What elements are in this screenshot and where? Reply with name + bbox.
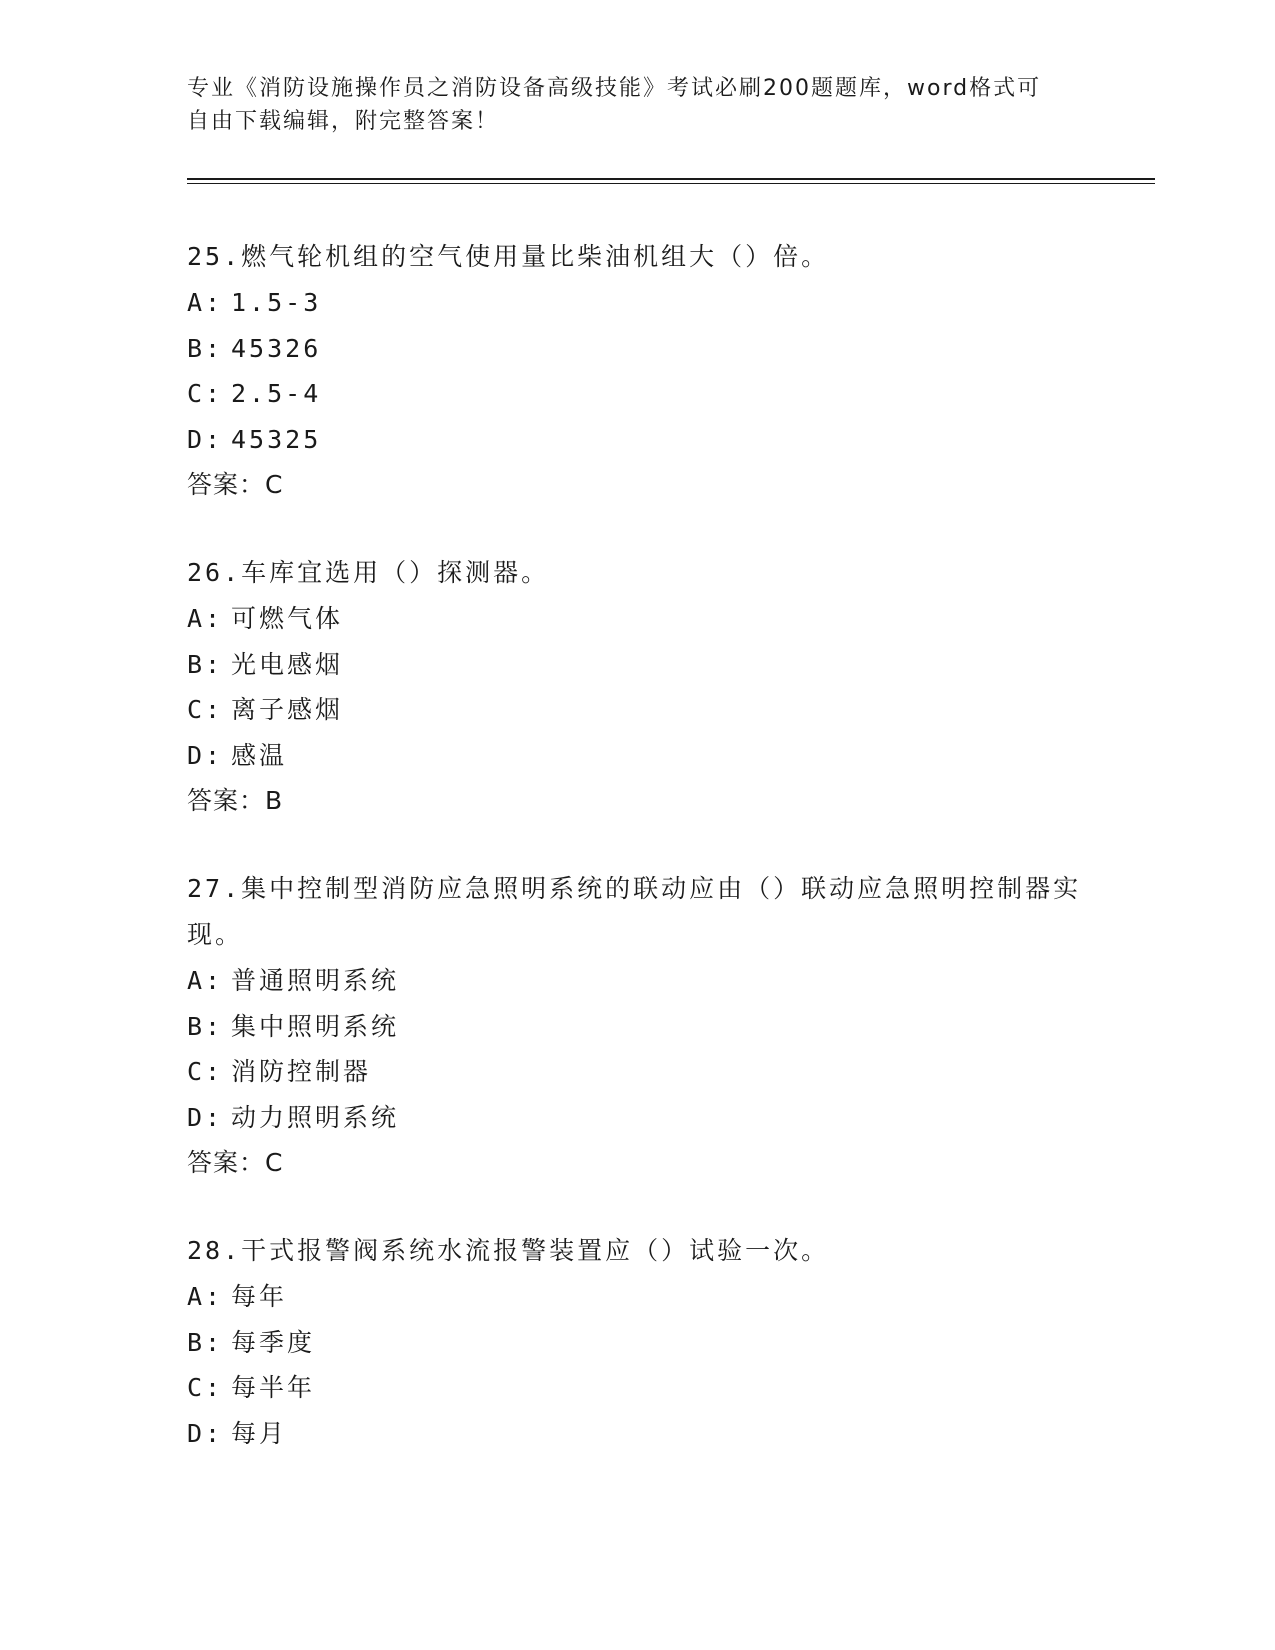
question-26 xyxy=(187,550,1087,823)
option-letter: D: xyxy=(187,1102,224,1132)
option-b xyxy=(187,326,1087,372)
option-letter: A: xyxy=(187,604,224,633)
question-stem: 27.集中控制型消防应急照明系统的联动应由（）联动应急照明控制器实现。 xyxy=(187,874,1082,949)
option-text: 可燃气体 xyxy=(231,604,344,633)
option-d xyxy=(187,417,1087,463)
option-text: 每季度 xyxy=(231,1327,316,1357)
option-text: 2.5-4 xyxy=(231,379,322,408)
option-b xyxy=(187,1004,1087,1050)
question-stem: 25.燃气轮机组的空气使用量比柴油机组大（）倍。 xyxy=(187,242,830,271)
option-letter: D: xyxy=(187,740,224,770)
option-text: 动力照明系统 xyxy=(231,1102,400,1132)
option-b xyxy=(187,1320,1087,1366)
option-letter: C: xyxy=(187,695,224,724)
option-text: 每月 xyxy=(231,1418,288,1448)
option-letter: C: xyxy=(187,1057,224,1086)
question-25 xyxy=(187,234,1087,507)
option-text: 消防控制器 xyxy=(231,1057,372,1086)
option-text: 每年 xyxy=(231,1282,288,1311)
option-letter: B: xyxy=(187,333,224,363)
header-divider-thick xyxy=(187,178,1155,180)
answer-line: 答案：B xyxy=(187,786,284,815)
question-27 xyxy=(187,866,1087,1185)
option-c xyxy=(187,1365,1087,1411)
option-a xyxy=(187,1274,1087,1320)
option-d xyxy=(187,1095,1087,1141)
option-text: 45325 xyxy=(231,424,322,454)
option-c xyxy=(187,1049,1087,1095)
option-text: 离子感烟 xyxy=(231,695,344,724)
option-c xyxy=(187,371,1087,417)
option-letter: B: xyxy=(187,1327,224,1357)
question-stem: 28.干式报警阀系统水流报警装置应（）试验一次。 xyxy=(187,1236,830,1265)
question-28 xyxy=(187,1228,1087,1456)
option-text: 感温 xyxy=(231,740,288,770)
option-a xyxy=(187,280,1087,326)
option-text: 光电感烟 xyxy=(231,649,344,679)
option-a xyxy=(187,958,1087,1004)
option-text: 集中照明系统 xyxy=(231,1011,400,1041)
option-letter: A: xyxy=(187,288,224,317)
document-header xyxy=(187,72,1087,138)
header-line-1: 专业《消防设施操作员之消防设备高级技能》考试必刷200题题库，word格式可 xyxy=(187,76,1042,101)
header-divider-thin xyxy=(187,183,1155,184)
option-letter: A: xyxy=(187,1282,224,1311)
option-text: 1.5-3 xyxy=(231,288,322,317)
answer-line: 答案：C xyxy=(187,1148,284,1177)
option-letter: D: xyxy=(187,1418,224,1448)
question-stem: 26.车库宜选用（）探测器。 xyxy=(187,558,550,587)
header-line-2: 自由下载编辑，附完整答案！ xyxy=(187,109,500,134)
option-letter: A: xyxy=(187,966,224,995)
option-text: 每半年 xyxy=(231,1373,316,1402)
option-text: 普通照明系统 xyxy=(231,966,400,995)
option-d xyxy=(187,733,1087,779)
option-letter: B: xyxy=(187,649,224,679)
option-b xyxy=(187,642,1087,688)
question-list xyxy=(187,234,1087,1499)
option-a xyxy=(187,596,1087,642)
option-letter: B: xyxy=(187,1011,224,1041)
option-letter: C: xyxy=(187,379,224,408)
option-c xyxy=(187,687,1087,733)
option-letter: C: xyxy=(187,1373,224,1402)
option-text: 45326 xyxy=(231,333,322,363)
answer-line: 答案：C xyxy=(187,470,284,499)
option-letter: D: xyxy=(187,424,224,454)
option-d xyxy=(187,1411,1087,1457)
